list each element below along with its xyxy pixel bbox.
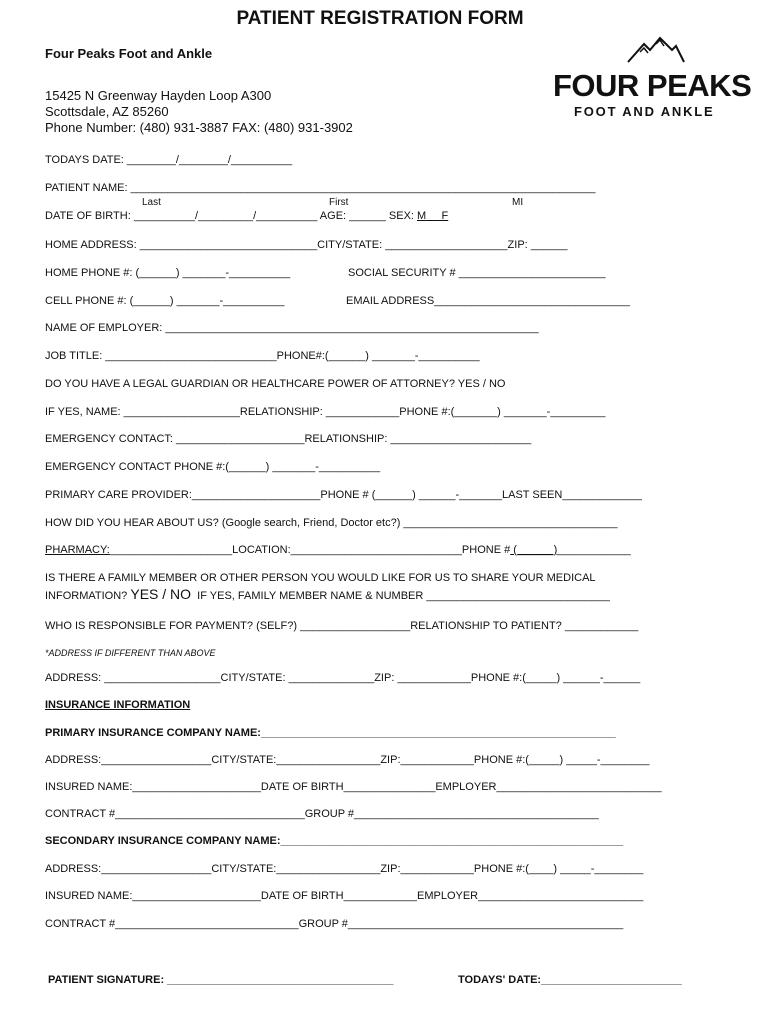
emergency-contact-field[interactable]: EMERGENCY CONTACT: _____________________RELATIONSHIP: _______________________ (45, 433, 532, 445)
email-field[interactable]: EMAIL ADDRESS________________________________ (346, 295, 630, 307)
patient-name-field[interactable]: PATIENT NAME: ____________________________________________________________________________ (45, 182, 596, 194)
insurance-header: INSURANCE INFORMATION (45, 699, 191, 711)
address-note: *ADDRESS IF DIFFERENT THAN ABOVE (45, 648, 216, 658)
name-mi-label: MI (512, 197, 524, 208)
name-first-label: First (329, 197, 349, 208)
guardian-details-field[interactable]: IF YES, NAME: ___________________RELATIONSHIP: ____________PHONE #:(_______) _______-_________ (45, 406, 606, 418)
primary-insured-field[interactable]: INSURED NAME:_____________________DATE OF BIRTH_______________EMPLOYER___________________________ (45, 781, 662, 793)
guardian-question: DO YOU HAVE A LEGAL GUARDIAN OR HEALTHCARE POWER OF ATTORNEY? YES / NO (45, 378, 506, 390)
secondary-contract-field[interactable]: CONTRACT #______________________________GROUP #_____________________________________________ (45, 918, 624, 930)
signature-date-field[interactable]: TODAYS' DATE:_______________________ (458, 974, 682, 986)
family-share-field[interactable]: INFORMATION? YES / NO IF YES, FAMILY MEMBER NAME & NUMBER ______________________________ (45, 586, 610, 602)
signature-field[interactable]: PATIENT SIGNATURE: _____________________________________ (48, 974, 394, 986)
secondary-address-field[interactable]: ADDRESS:__________________CITY/STATE:_________________ZIP:____________PHONE #:(____) _____-________ (45, 863, 644, 875)
name-last-label: Last (142, 197, 161, 208)
payer-address-field[interactable]: ADDRESS: ___________________CITY/STATE: ______________ZIP: ____________PHONE #:(_____) ______-______ (45, 672, 641, 684)
secondary-insurance-field[interactable]: SECONDARY INSURANCE COMPANY NAME:________________________________________________________ (45, 835, 624, 847)
sex-m-option[interactable]: M (417, 210, 427, 222)
mountain-peaks-icon (626, 36, 686, 64)
responsible-party-field[interactable]: WHO IS RESPONSIBLE FOR PAYMENT? (SELF?) __________________RELATIONSHIP TO PATIENT? ____________ (45, 620, 639, 632)
family-yes-no[interactable]: YES / NO (130, 586, 192, 602)
job-title-field[interactable]: JOB TITLE: ____________________________PHONE#:(______) _______-__________ (45, 350, 480, 362)
ssn-field[interactable]: SOCIAL SECURITY # ________________________ (348, 267, 606, 279)
employer-field[interactable]: NAME OF EMPLOYER: _____________________________________________________________ (45, 322, 539, 334)
cell-phone-field[interactable]: CELL PHONE #: (______) _______-__________ (45, 295, 285, 307)
clinic-phone-fax: Phone Number: (480) 931-3887 FAX: (480) 931-3902 (45, 120, 353, 135)
logo-name: FOUR PEAKS (553, 68, 752, 103)
dob-age-sex-field[interactable]: DATE OF BIRTH: __________/_________/__________ AGE: ______ SEX: M F (45, 210, 449, 222)
home-address-field[interactable]: HOME ADDRESS: _____________________________CITY/STATE: ____________________ZIP: ______ (45, 239, 568, 251)
emergency-phone-field[interactable]: EMERGENCY CONTACT PHONE #:(______) _______-__________ (45, 461, 381, 473)
form-title: PATIENT REGISTRATION FORM (236, 8, 524, 29)
pharmacy-field[interactable]: PHARMACY:____________________LOCATION:____________________________PHONE # (______)____________ (45, 544, 631, 556)
secondary-insured-field[interactable]: INSURED NAME:_____________________DATE OF BIRTH____________EMPLOYER___________________________ (45, 890, 644, 902)
primary-contract-field[interactable]: CONTRACT #_______________________________GROUP #________________________________________ (45, 808, 599, 820)
family-share-question: IS THERE A FAMILY MEMBER OR OTHER PERSON YOU WOULD LIKE FOR US TO SHARE YOUR MEDICAL (45, 572, 596, 584)
primary-address-field[interactable]: ADDRESS:__________________CITY/STATE:_________________ZIP:____________PHONE #:(_____) _____-________ (45, 754, 650, 766)
sex-f-option[interactable]: F (441, 210, 449, 222)
clinic-address-line1: 15425 N Greenway Hayden Loop A300 (45, 88, 272, 103)
primary-insurance-field[interactable]: PRIMARY INSURANCE COMPANY NAME:__________________________________________________________ (45, 727, 616, 739)
clinic-name: Four Peaks Foot and Ankle (45, 46, 213, 61)
referral-source-field[interactable]: HOW DID YOU HEAR ABOUT US? (Google search, Friend, Doctor etc?) ___________________________________ (45, 517, 618, 529)
clinic-address-line2: Scottsdale, AZ 85260 (45, 104, 169, 119)
logo-subtitle: FOOT AND ANKLE (574, 104, 715, 119)
primary-care-field[interactable]: PRIMARY CARE PROVIDER:_____________________PHONE # (______) ______-_______LAST SEEN_____________ (45, 489, 642, 501)
home-phone-field[interactable]: HOME PHONE #: (______) _______-__________ (45, 267, 291, 279)
todays-date-field[interactable]: TODAYS DATE: ________/________/__________ (45, 154, 293, 166)
